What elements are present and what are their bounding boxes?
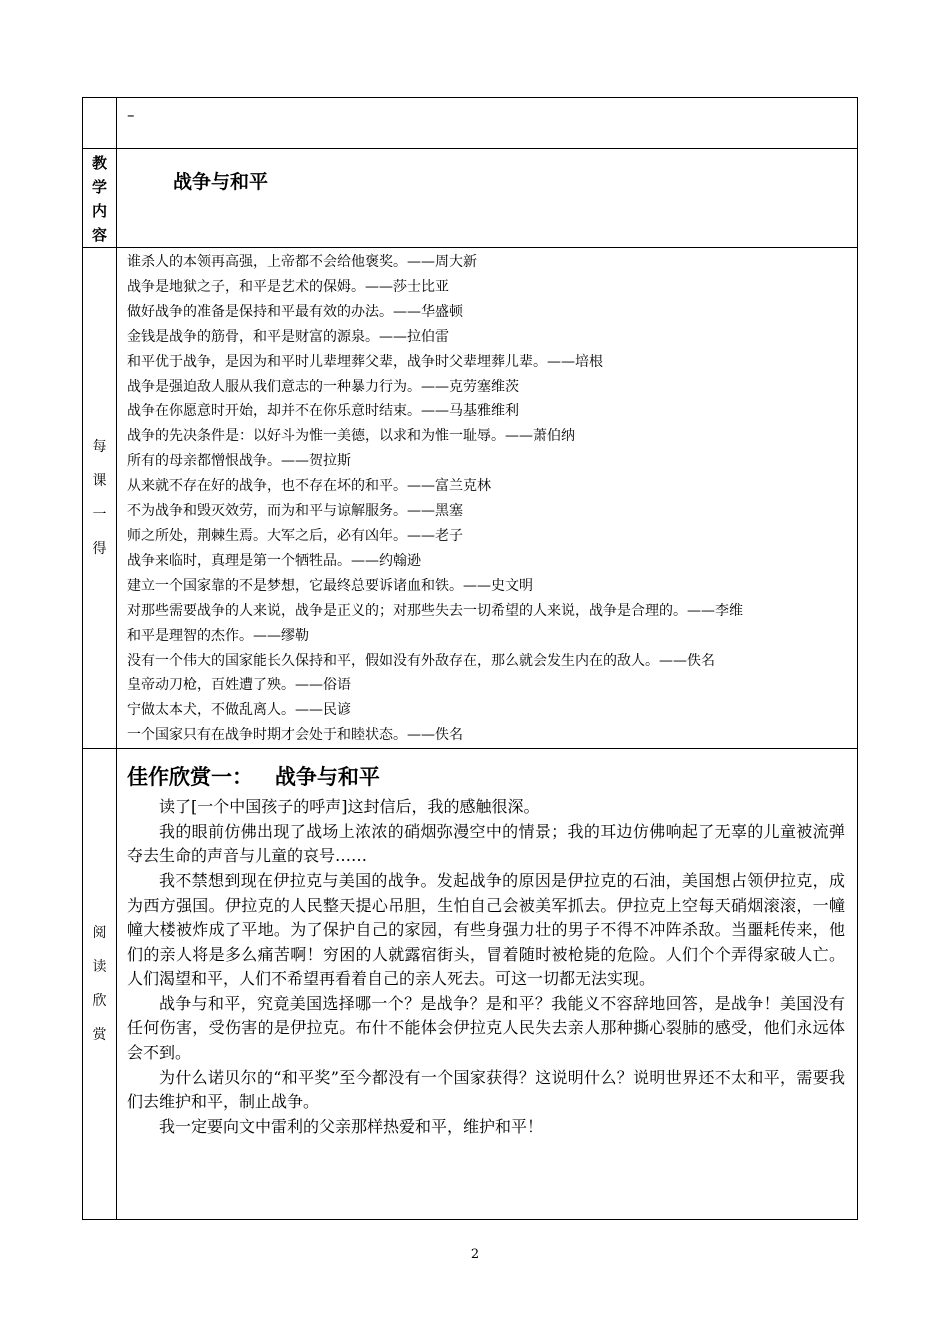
quote-item: 没有一个伟大的国家能长久保持和平，假如没有外敌存在，那么就会发生内在的敌人。——佚名: [127, 652, 715, 669]
label-cell-reading: [83, 749, 117, 1220]
quote-item: 宁做太本犬，不做乱离人。——民谚: [127, 702, 351, 719]
quote-item: 一个国家只有在战争时期才会处于和睦状态。——佚名: [127, 727, 463, 744]
quote-item: 和平优于战争，是因为和平时儿辈埋葬父辈，战争时父辈埋葬儿辈。——培根: [127, 353, 603, 370]
quote-item: 师之所处，荆棘生焉。大军之后，必有凶年。——老子: [127, 527, 463, 544]
essay-paragraph: 读了[一个中国孩子的呼声]这封信后，我的感触很深。: [159, 797, 540, 817]
essay-paragraph: 我一定要向文中雷利的父亲那样热爱和平，维护和平！: [159, 1116, 544, 1136]
essay-title: 佳作欣赏一： 战争与和平: [127, 765, 380, 790]
quote-item: 谁杀人的本领再高强，上帝都不会给他褒奖。——周大新: [127, 254, 477, 270]
label-cell-daily-gain: [83, 248, 117, 749]
table-row: [83, 149, 858, 248]
essay-paragraph: 战争与和平，究竟美国选择哪一个？是战争？是和平？我能义不容辞地回答，是战争！美国没有任何伤害，受伤害的是伊拉克。布什不能体会伊拉克人民失去亲人那种撕心裂肺的感受，他们永远体会不到。: [127, 993, 845, 1063]
quote-item: 建立一个国家靠的不是梦想，它最终总要诉诸血和铁。——史文明: [127, 577, 533, 594]
topic-title: 战争与和平: [173, 171, 269, 193]
label-char: 学: [91, 178, 107, 196]
label-char: 每: [92, 439, 107, 456]
label-char: 容: [91, 226, 107, 244]
quote-item: 战争是强迫敌人服从我们意志的一种暴力行为。——克劳塞维茨: [127, 378, 519, 395]
quote-list: [117, 248, 857, 748]
label-char: 课: [92, 473, 107, 490]
label-char: 得: [92, 541, 107, 558]
label-cell: [83, 98, 117, 149]
page-number: 2: [470, 1247, 480, 1262]
quote-item: 所有的母亲都憎恨战争。——贺拉斯: [127, 453, 351, 470]
label-char: 内: [91, 202, 107, 220]
quote-item: 战争来临时，真理是第一个牺牲品。——约翰逊: [127, 552, 421, 569]
essay-paragraph: 为什么诺贝尔的“和平奖”至今都没有一个国家获得？这说明什么？说明世界还不太和平，需要我们去维护和平，制止战争。: [127, 1067, 845, 1112]
essay-paragraph: 我不禁想到现在伊拉克与美国的战争。发起战争的原因是伊拉克的石油，美国想占领伊拉克，成为西方强国。伊拉克的人民整天提心吊胆，生怕自己会被美军抓去。伊拉克上空每天硝烟滚滚，一幢幢大楼被炸成了平地。为了保护自己的家园，有些身强力壮的男子不得不冲阵杀敌。当噩耗传来，他们的亲人将是多么痛苦啊！穷困的人就露宿街头，冒着随时被枪毙的危险。人们个个弄得家破人亡。人们渴望和平，人们不希望再看着自己的亲人死去。可这一切都无法实现。: [127, 870, 845, 989]
label-char: 一: [92, 507, 107, 524]
essay-body: [117, 795, 857, 1139]
essay-paragraph: 我的眼前仿佛出现了战场上浓浓的硝烟弥漫空中的情景；我的耳边仿佛响起了无辜的儿童被流弹夺去生命的声音与儿童的哀号……: [127, 821, 845, 866]
quote-item: 不为战争和毁灭效劳，而为和平与谅解服务。——黑塞: [127, 503, 463, 520]
quote-item: 从来就不存在好的战争，也不存在坏的和平。——富兰克林: [127, 478, 491, 495]
table-row: [83, 98, 858, 149]
quote-item: 战争在你愿意时开始，却并不在你乐意时结束。——马基雅维利: [127, 403, 519, 420]
lesson-table: [82, 97, 858, 1220]
quote-item: 战争是地狱之子，和平是艺术的保姆。——莎士比亚: [127, 278, 449, 295]
quote-item: 皇帝动刀枪，百姓遭了殃。——俗语: [127, 677, 351, 694]
label-cell-teaching-content: [83, 149, 117, 248]
quote-item: 对那些需要战争的人来说，战争是正义的；对那些失去一切希望的人来说，战争是合理的。——李维: [127, 602, 743, 619]
quote-item: 做好战争的准备是保持和平最有效的办法。——华盛顿: [127, 303, 463, 320]
content-cell: [117, 149, 858, 248]
label-char: 读: [92, 959, 107, 976]
label-char: 赏: [92, 1027, 107, 1044]
dash-mark: –: [127, 106, 135, 124]
content-cell: [117, 248, 858, 749]
quote-item: 金钱是战争的筋骨，和平是财富的源泉。——拉伯雷: [127, 328, 449, 345]
label-char: 欣: [92, 993, 107, 1010]
label-char: 教: [91, 154, 107, 172]
content-cell: [117, 98, 858, 149]
table-row: [83, 248, 858, 749]
table-row: [83, 749, 858, 1220]
label-char: 阅: [92, 925, 107, 942]
quote-item: 和平是理智的杰作。——缪勒: [127, 627, 309, 644]
content-cell: [117, 749, 858, 1220]
quote-item: 战争的先决条件是：以好斗为惟一美德，以求和为惟一耻辱。——萧伯纳: [127, 428, 575, 445]
